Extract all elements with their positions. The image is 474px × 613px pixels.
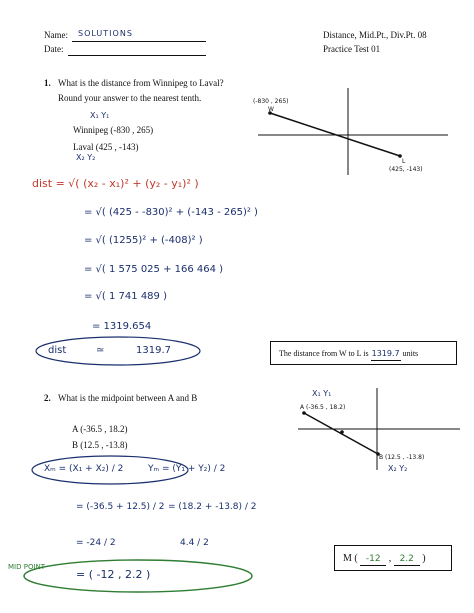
q1-point-winnipeg: Winnipeg (-830 , 265) — [73, 125, 154, 135]
q1-final-value: 1319.7 — [136, 345, 171, 356]
q2-answer-x[interactable]: -12 — [360, 553, 386, 566]
q2-step2-x: = -24 / 2 — [76, 538, 116, 548]
q2-answer-suffix: ) — [422, 553, 426, 564]
q1-step5: = 1319.654 — [92, 321, 152, 332]
q2-step1-x: = (-36.5 + 12.5) / 2 — [76, 502, 165, 512]
q2-answer-y[interactable]: 2.2 — [394, 553, 420, 566]
q1-question-line2: Round your answer to the nearest tenth. — [58, 93, 202, 103]
q1-final-approx: ≃ — [96, 345, 105, 356]
q2-number: 2. — [44, 393, 51, 403]
q2-graph-xy-bottom: X₂ Y₂ — [388, 464, 408, 473]
q2-step2-y: 4.4 / 2 — [180, 538, 209, 548]
q1-graph-l-coord: (425, -143) — [389, 166, 423, 173]
q1-answer-prefix: The distance from W to L is — [279, 349, 369, 358]
q1-graph-w-coord: (-830 , 265) — [253, 98, 289, 105]
q1-question-line1: What is the distance from Winnipeg to Laval? — [58, 78, 224, 88]
q1-graph-l-label: L — [402, 158, 406, 165]
q2-question: What is the midpoint between A and B — [58, 393, 198, 403]
q1-step3: = √( 1 575 025 + 166 464 ) — [84, 264, 224, 275]
q2-step1-y: = (18.2 + -13.8) / 2 — [168, 502, 257, 512]
q2-midpoint-label: MID POINT — [8, 563, 46, 571]
q2-answer-prefix: M ( — [343, 553, 358, 564]
q2-point-b: B (12.5 , -13.8) — [72, 440, 128, 450]
name-label: Name: — [44, 30, 68, 40]
q2-graph-a-label: A (-36.5 , 18.2) — [300, 404, 346, 411]
q1-formula: dist = √( (x₂ - x₁)² + (y₂ - y₁)² ) — [32, 177, 199, 190]
q2-point-a: A (-36.5 , 18.2) — [72, 424, 128, 434]
q2-midpoint-value: = ( -12 , 2.2 ) — [76, 568, 151, 581]
q2-graph-b-label: B (12.5 , -13.8) — [379, 454, 425, 461]
page-title: Distance, Mid.Pt., Div.Pt. 08 — [323, 30, 427, 40]
name-value: SOLUTIONS — [78, 29, 133, 38]
q2-answer-comma: , — [388, 553, 392, 564]
q1-step4: = √( 1 741 489 ) — [84, 291, 167, 302]
q1-graph-w-label: W — [268, 106, 274, 113]
q2-formula-x: Xₘ = (X₁ + X₂) / 2 — [44, 464, 124, 474]
q1-number: 1. — [44, 78, 51, 88]
q1-point-laval: Laval (425 , -143) — [73, 142, 139, 152]
q1-answer-value[interactable]: 1319.7 — [371, 348, 401, 361]
q1-xy-top: X₁ Y₁ — [90, 111, 110, 120]
q1-xy-bottom: X₂ Y₂ — [76, 153, 96, 162]
q1-answer-suffix: units — [402, 349, 419, 358]
q1-final-label: dist — [48, 345, 67, 356]
q2-formula-y: Yₘ = (Y₁ + Y₂) / 2 — [148, 464, 226, 474]
q1-step2: = √( (1255)² + (-408)² ) — [84, 235, 203, 246]
page-subtitle: Practice Test 01 — [323, 44, 381, 54]
q2-graph-xy-top: X₁ Y₁ — [312, 389, 332, 398]
date-label: Date: — [44, 44, 64, 54]
q2-answer-box — [334, 545, 452, 571]
q1-step1: = √( (425 - -830)² + (-143 - 265)² ) — [84, 207, 258, 218]
